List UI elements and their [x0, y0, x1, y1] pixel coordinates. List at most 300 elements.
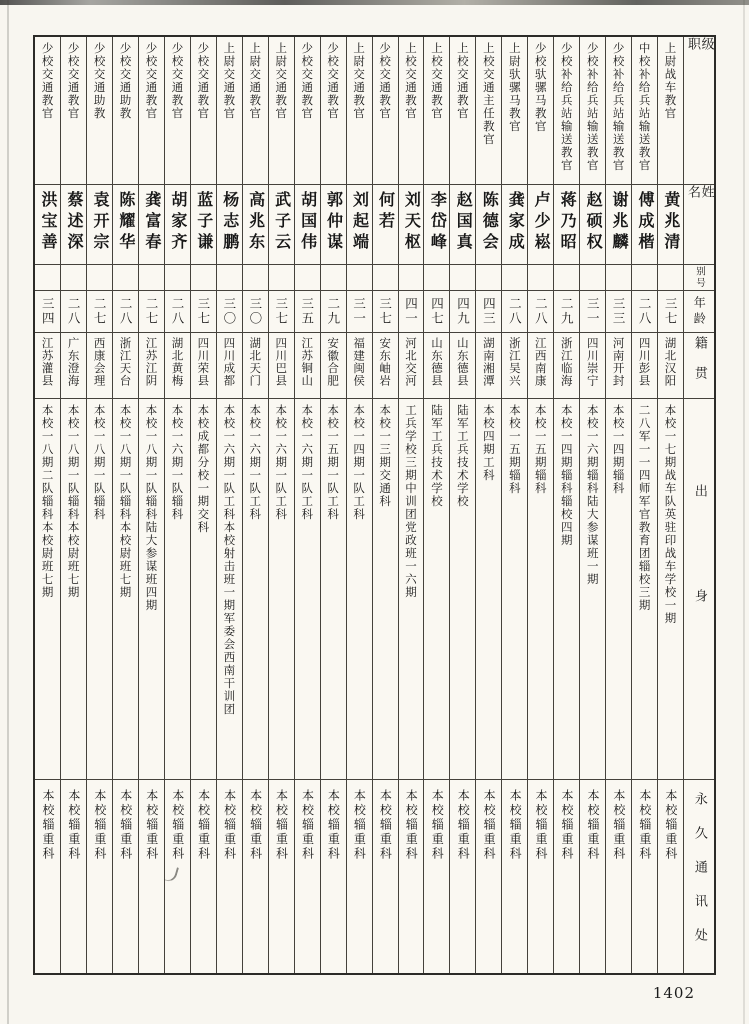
cell-name	[373, 185, 398, 265]
header-permanent-address	[684, 780, 714, 973]
cell-address	[373, 780, 398, 973]
cell-alias	[347, 265, 372, 291]
name-text: 洪宝善	[39, 191, 59, 254]
cell-background	[399, 399, 424, 780]
cell-native	[87, 333, 112, 399]
cell-age	[476, 291, 501, 333]
background-text: 本校一八期一队辎科本校尉班七期	[66, 404, 81, 599]
address-text: 本校辎重科	[378, 789, 393, 862]
address-text: 本校辎重科	[560, 789, 574, 862]
address-text: 本校辎重科	[482, 789, 497, 862]
address-text: 本校辎重科	[40, 789, 55, 862]
cell-native	[295, 333, 320, 399]
age-text: 三一	[585, 297, 601, 326]
cell-address	[191, 780, 216, 973]
header-alias-label: 别号	[693, 266, 705, 289]
cell-name	[347, 185, 372, 265]
age-text: 二八	[533, 297, 549, 326]
age-text: 二七	[144, 297, 160, 326]
cell-background	[35, 399, 60, 780]
cell-name	[139, 185, 164, 265]
name-text: 龚富春	[142, 191, 162, 254]
cell-age	[61, 291, 86, 333]
native-text: 江苏江阴	[144, 337, 159, 387]
name-text: 刘起端	[350, 191, 370, 254]
cell-address	[321, 780, 346, 973]
cell-alias	[61, 265, 86, 291]
native-text: 安徽合肥	[326, 337, 341, 387]
cell-name	[165, 185, 190, 265]
cell-native	[373, 333, 398, 399]
cell-background	[658, 399, 683, 780]
header-age-label: 年龄	[692, 295, 707, 328]
cell-background	[87, 399, 112, 780]
cell-address	[139, 780, 164, 973]
cell-alias	[217, 265, 242, 291]
cell-background	[139, 399, 164, 780]
person-column	[631, 37, 657, 973]
cell-age	[113, 291, 138, 333]
cell-name	[554, 185, 579, 265]
person-column	[657, 37, 683, 973]
rank-text: 上尉交通教官	[352, 42, 367, 120]
cell-age	[321, 291, 346, 333]
cell-age	[165, 291, 190, 333]
cell-name	[399, 185, 424, 265]
cell-rank	[295, 37, 320, 185]
cell-name	[528, 185, 553, 265]
cell-background	[113, 399, 138, 780]
background-text: 本校一七期战车队英驻印战车学校一期	[663, 404, 678, 625]
person-column	[398, 37, 424, 973]
name-text: 赵国真	[454, 191, 474, 254]
cell-address	[476, 780, 501, 973]
person-column	[423, 37, 449, 973]
background-text: 本校一六期一队工科	[248, 404, 263, 521]
native-text: 山东德县	[455, 337, 470, 387]
person-column	[112, 37, 138, 973]
cell-age	[243, 291, 268, 333]
cell-alias	[269, 265, 294, 291]
name-text: 陈耀华	[116, 191, 136, 254]
address-text: 本校辎重科	[404, 789, 419, 862]
cell-background	[295, 399, 320, 780]
cell-native	[269, 333, 294, 399]
cell-address	[450, 780, 475, 973]
rank-text: 少校交通教官	[144, 42, 159, 120]
cell-name	[35, 185, 60, 265]
background-text: 本校一八期二队辎科本校尉班七期	[40, 404, 55, 599]
name-text: 卢少崧	[532, 191, 552, 254]
cell-native	[321, 333, 346, 399]
person-column	[372, 37, 398, 973]
cell-alias	[554, 265, 579, 291]
cell-age	[658, 291, 683, 333]
address-text: 本校辎重科	[352, 789, 367, 862]
cell-native	[658, 333, 683, 399]
header-age	[684, 291, 714, 333]
cell-background	[373, 399, 398, 780]
cell-background	[165, 399, 190, 780]
cell-native	[554, 333, 579, 399]
rank-text: 少校交通教官	[170, 42, 185, 120]
header-background	[684, 399, 714, 780]
cell-background	[476, 399, 501, 780]
rank-text: 上校交通教官	[404, 42, 419, 120]
cell-rank	[269, 37, 294, 185]
cell-alias	[165, 265, 190, 291]
cell-rank	[165, 37, 190, 185]
cell-address	[606, 780, 631, 973]
cell-address	[269, 780, 294, 973]
age-text: 四三	[481, 297, 497, 326]
background-text: 本校一三期交通科	[378, 404, 393, 508]
address-text: 本校辎重科	[663, 789, 678, 862]
age-text: 二八	[637, 297, 653, 326]
cell-name	[424, 185, 449, 265]
cell-age	[295, 291, 320, 333]
rank-text: 少校交通教官	[378, 42, 393, 120]
cell-background	[321, 399, 346, 780]
header-column	[683, 37, 714, 973]
cell-address	[295, 780, 320, 973]
background-text: 本校一四期辎科辎校四期	[559, 404, 574, 547]
person-column	[294, 37, 320, 973]
name-text: 黄兆清	[661, 191, 681, 254]
name-text: 赵硕权	[584, 191, 604, 254]
cell-age	[35, 291, 60, 333]
cell-name	[606, 185, 631, 265]
cell-native	[424, 333, 449, 399]
age-text: 三七	[377, 297, 393, 326]
name-text: 郭仲谋	[324, 191, 344, 254]
cell-background	[450, 399, 475, 780]
cell-rank	[580, 37, 605, 185]
cell-address	[502, 780, 527, 973]
native-text: 湖北汉阳	[663, 337, 678, 387]
cell-native	[502, 333, 527, 399]
cell-background	[632, 399, 657, 780]
cell-rank	[87, 37, 112, 185]
background-text: 本校四期工科	[481, 404, 496, 482]
name-text: 武子云	[272, 191, 292, 254]
cell-address	[217, 780, 242, 973]
native-text: 浙江临海	[559, 337, 574, 387]
cell-native	[347, 333, 372, 399]
cell-rank	[476, 37, 501, 185]
age-text: 四一	[403, 297, 419, 326]
cell-alias	[424, 265, 449, 291]
person-column	[242, 37, 268, 973]
person-column	[216, 37, 242, 973]
cell-alias	[191, 265, 216, 291]
cell-native	[165, 333, 190, 399]
native-text: 山东德县	[429, 337, 444, 387]
rank-text: 上尉驮骡马教官	[507, 42, 522, 133]
rank-text: 少校交通教官	[66, 42, 81, 120]
cell-age	[450, 291, 475, 333]
cell-age	[217, 291, 242, 333]
age-text: 三三	[611, 297, 627, 326]
cell-rank	[347, 37, 372, 185]
person-column	[35, 37, 60, 973]
native-text: 江苏灌县	[40, 337, 55, 387]
rank-text: 少校交通教官	[40, 42, 55, 120]
address-text: 本校辎重科	[248, 789, 263, 862]
cell-native	[139, 333, 164, 399]
age-text: 四七	[429, 297, 445, 326]
cell-age	[373, 291, 398, 333]
header-name-label: 姓名	[685, 185, 714, 225]
cell-name	[269, 185, 294, 265]
native-text: 浙江吴兴	[507, 337, 522, 387]
name-text: 蓝子谦	[194, 191, 214, 254]
native-text: 四川巴县	[274, 337, 289, 387]
cell-native	[606, 333, 631, 399]
cell-name	[87, 185, 112, 265]
age-text: 三四	[40, 297, 56, 326]
native-text: 安东岫岩	[378, 337, 393, 387]
cell-native	[632, 333, 657, 399]
cell-alias	[87, 265, 112, 291]
rank-text: 上尉交通教官	[248, 42, 263, 120]
native-text: 四川崇宁	[585, 337, 600, 387]
address-text: 本校辎重科	[300, 789, 315, 862]
cell-native	[35, 333, 60, 399]
person-column	[346, 37, 372, 973]
cell-background	[217, 399, 242, 780]
name-text: 陈德会	[480, 191, 500, 254]
cell-background	[606, 399, 631, 780]
cell-age	[139, 291, 164, 333]
native-text: 广东澄海	[66, 337, 81, 387]
cell-background	[243, 399, 268, 780]
rank-text: 上尉交通教官	[274, 42, 289, 120]
cell-age	[528, 291, 553, 333]
native-text: 四川彭县	[637, 337, 652, 387]
cell-age	[580, 291, 605, 333]
address-text: 本校辎重科	[326, 789, 341, 862]
address-text: 本校辎重科	[430, 789, 445, 862]
cell-address	[632, 780, 657, 973]
cell-native	[399, 333, 424, 399]
background-text: 本校一五期一队工科	[326, 404, 341, 521]
person-column	[553, 37, 579, 973]
cell-rank	[191, 37, 216, 185]
rank-text: 中校补给兵站输送教官	[637, 42, 652, 172]
scan-edge-left	[7, 0, 9, 1024]
address-text: 本校辎重科	[196, 789, 211, 862]
age-text: 二九	[325, 297, 341, 326]
rank-text: 上尉交通教官	[222, 42, 237, 120]
cell-age	[606, 291, 631, 333]
name-text: 蒋乃昭	[558, 191, 578, 254]
native-text: 湖南湘潭	[481, 337, 496, 387]
cell-name	[450, 185, 475, 265]
background-text: 本校一六期一队工科	[300, 404, 315, 521]
name-text: 龚家成	[506, 191, 526, 254]
rank-text: 上校交通教官	[455, 42, 470, 120]
background-text: 工兵学校三期中训团党政班一六期	[404, 404, 419, 599]
cell-background	[424, 399, 449, 780]
cell-name	[113, 185, 138, 265]
cell-name	[580, 185, 605, 265]
rank-text: 少校交通助教	[92, 42, 107, 120]
cell-background	[554, 399, 579, 780]
cell-age	[191, 291, 216, 333]
address-text: 本校辎重科	[118, 789, 133, 862]
cell-alias	[243, 265, 268, 291]
rank-text: 少校补给兵站输送教官	[611, 42, 626, 172]
name-text: 高兆东	[246, 191, 266, 254]
rank-text: 少校补给兵站输送教官	[559, 42, 574, 172]
header-permanent-address-label: 永久通讯处	[691, 791, 707, 962]
background-text: 本校成都分校一期交科	[196, 404, 211, 534]
cell-name	[321, 185, 346, 265]
cell-name	[295, 185, 320, 265]
cell-alias	[658, 265, 683, 291]
cell-rank	[450, 37, 475, 185]
name-text: 胡家齐	[168, 191, 188, 254]
rank-text: 少校交通教官	[196, 42, 211, 120]
cell-name	[632, 185, 657, 265]
cell-address	[399, 780, 424, 973]
native-text: 西康会理	[92, 337, 107, 387]
cell-alias	[606, 265, 631, 291]
name-text: 杨志鹏	[220, 191, 240, 254]
name-text: 李岱峰	[428, 191, 448, 254]
background-text: 本校一四期一队工科	[352, 404, 367, 521]
person-column	[164, 37, 190, 973]
address-text: 本校辎重科	[508, 789, 523, 862]
page-number: 1402	[652, 984, 695, 1002]
cell-address	[113, 780, 138, 973]
rank-text: 少校交通教官	[300, 42, 315, 120]
cell-alias	[476, 265, 501, 291]
cell-alias	[295, 265, 320, 291]
cell-alias	[35, 265, 60, 291]
cell-alias	[321, 265, 346, 291]
address-text: 本校辎重科	[611, 789, 626, 862]
cell-age	[347, 291, 372, 333]
cell-address	[658, 780, 683, 973]
cell-rank	[139, 37, 164, 185]
cell-background	[580, 399, 605, 780]
address-text: 本校辎重科	[92, 789, 107, 862]
cell-name	[61, 185, 86, 265]
cell-age	[502, 291, 527, 333]
background-text: 本校一八期一队辎科陆大参谋班四期	[144, 404, 159, 612]
rank-text: 少校补给兵站输送教官	[585, 42, 600, 172]
header-rank	[684, 37, 714, 185]
background-text: 本校一六期一队工科本校射击班一期军委会西南干训团	[222, 404, 237, 716]
cell-rank	[321, 37, 346, 185]
native-text: 福建闽侯	[352, 337, 367, 387]
cell-native	[450, 333, 475, 399]
background-text: 本校一五期辎科	[507, 404, 522, 495]
background-text: 本校一八期一队辎科	[92, 404, 107, 521]
cell-age	[424, 291, 449, 333]
cell-rank	[606, 37, 631, 185]
cell-age	[87, 291, 112, 333]
name-text: 谢兆麟	[610, 191, 630, 254]
cell-rank	[632, 37, 657, 185]
cell-rank	[399, 37, 424, 185]
cell-age	[399, 291, 424, 333]
name-text: 胡国伟	[298, 191, 318, 254]
native-text: 河南开封	[611, 337, 626, 387]
cell-alias	[139, 265, 164, 291]
address-text: 本校辎重科	[637, 789, 652, 862]
address-text: 本校辎重科	[66, 789, 81, 862]
age-text: 三五	[299, 297, 315, 326]
cell-rank	[554, 37, 579, 185]
cell-rank	[658, 37, 683, 185]
age-text: 二八	[507, 297, 523, 326]
person-column	[320, 37, 346, 973]
cell-background	[269, 399, 294, 780]
cell-name	[243, 185, 268, 265]
address-text: 本校辎重科	[456, 789, 471, 862]
header-native-place-label: 籍贯	[691, 335, 707, 396]
cell-background	[528, 399, 553, 780]
cell-age	[632, 291, 657, 333]
address-text: 本校辎重科	[274, 789, 289, 862]
native-text: 河北交河	[404, 337, 419, 387]
cell-rank	[424, 37, 449, 185]
cell-background	[502, 399, 527, 780]
native-text: 江苏铜山	[300, 337, 315, 387]
rank-text: 少校驮骡马教官	[533, 42, 548, 133]
background-text: 本校一五期辎科	[533, 404, 548, 495]
person-column	[190, 37, 216, 973]
rank-text: 上尉战车教官	[663, 42, 678, 120]
person-column	[268, 37, 294, 973]
rank-text: 上校交通教官	[429, 42, 444, 120]
cell-rank	[113, 37, 138, 185]
cell-native	[61, 333, 86, 399]
cell-alias	[113, 265, 138, 291]
age-text: 二七	[92, 297, 108, 326]
person-column	[605, 37, 631, 973]
name-text: 何若	[376, 191, 396, 233]
age-text: 三七	[195, 297, 211, 326]
name-text: 刘天枢	[402, 191, 422, 254]
background-text: 二八军一一四师军官教育团辎校三期	[637, 404, 652, 612]
age-text: 四九	[455, 297, 471, 326]
cell-age	[269, 291, 294, 333]
age-text: 二八	[66, 297, 82, 326]
age-text: 二八	[169, 297, 185, 326]
name-text: 蔡述深	[65, 191, 84, 254]
rank-text: 少校交通助教	[118, 42, 133, 120]
cell-native	[217, 333, 242, 399]
cell-rank	[61, 37, 86, 185]
cell-age	[554, 291, 579, 333]
age-text: 三〇	[247, 297, 263, 326]
age-text: 三七	[663, 297, 679, 326]
native-text: 四川成都	[222, 337, 237, 387]
person-column	[449, 37, 475, 973]
cell-rank	[502, 37, 527, 185]
personnel-table	[33, 35, 716, 975]
address-text: 本校辎重科	[585, 789, 600, 862]
name-text: 袁开宗	[90, 191, 110, 254]
cell-address	[424, 780, 449, 973]
background-text: 陆军工兵技术学校	[429, 404, 444, 508]
cell-name	[502, 185, 527, 265]
header-rank-label: 级职	[685, 37, 714, 118]
